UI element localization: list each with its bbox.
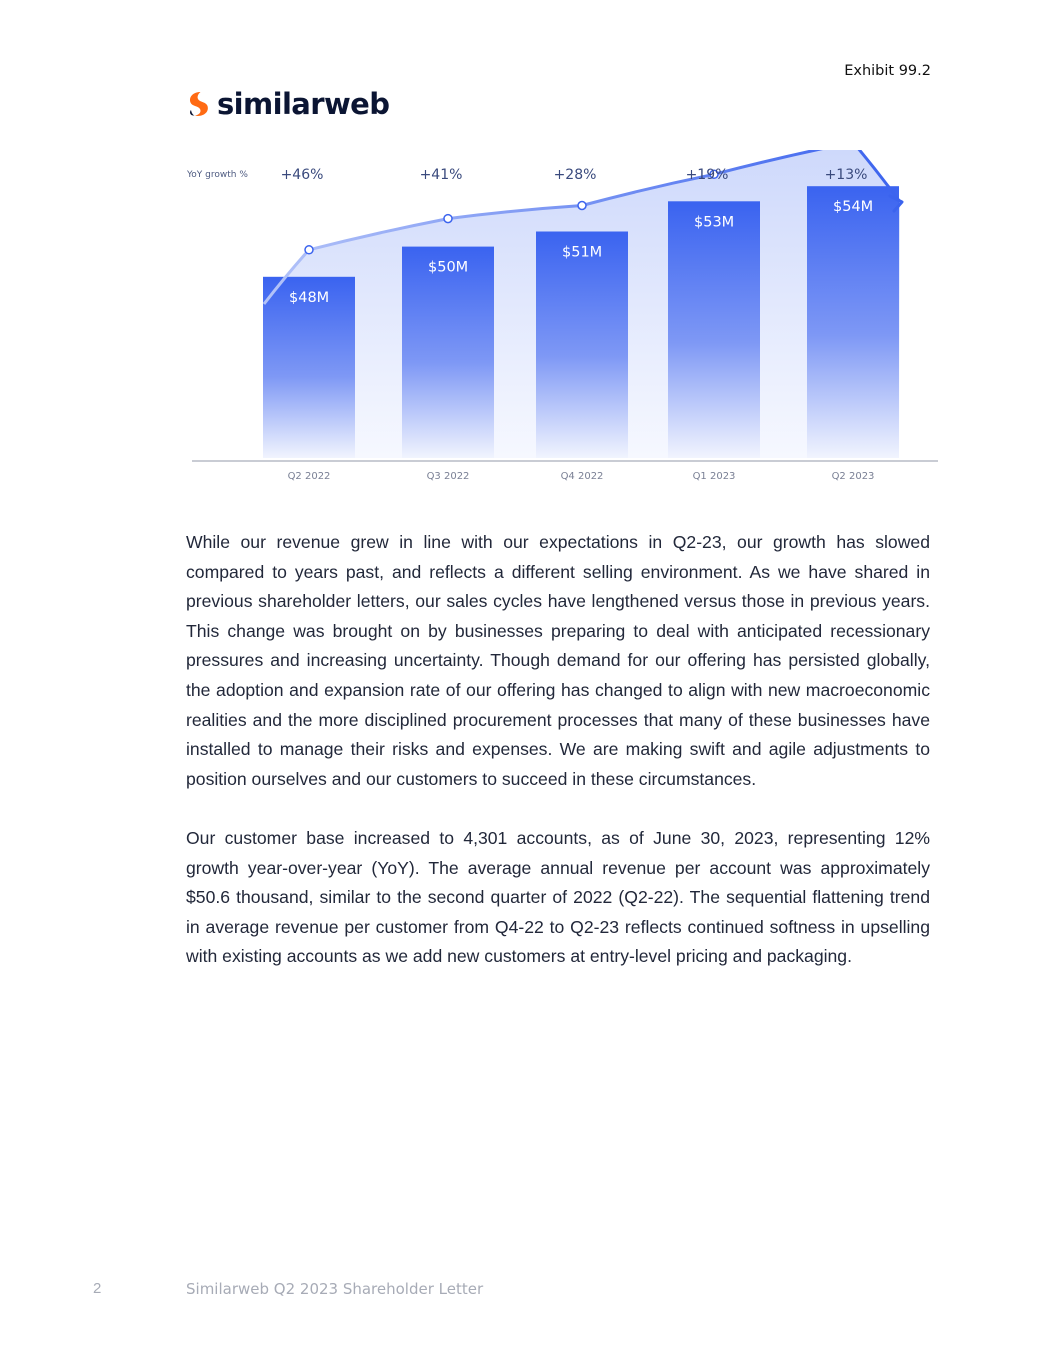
category-label: Q4 2022 bbox=[560, 471, 604, 482]
similarweb-logo bbox=[186, 86, 389, 122]
bar-value-label: $50M bbox=[428, 259, 469, 276]
bar-value-label: $48M bbox=[289, 289, 330, 306]
bar-q2-2023 bbox=[807, 186, 899, 458]
category-label: Q2 2022 bbox=[287, 471, 331, 482]
bar-value-label: $53M bbox=[694, 214, 735, 231]
growth-label: +13% bbox=[824, 167, 868, 183]
page-number: 2 bbox=[93, 1280, 102, 1297]
bar-value-label: $54M bbox=[833, 199, 874, 216]
growth-label: +41% bbox=[419, 167, 463, 183]
logo-wordmark: similarweb bbox=[217, 87, 390, 121]
exhibit-label: Exhibit 99.2 bbox=[844, 63, 931, 79]
revenue-chart-svg bbox=[180, 150, 950, 500]
category-label: Q1 2023 bbox=[692, 471, 736, 482]
paragraph-revenue: While our revenue grew in line with our expectations in Q2-23, our growth has slowed compared to years past, and reflects a different selling environment. As we have shared in previous shareholder letters, our sales cycles have lengthened versus those in previous years. This change was brought on by businesses preparing to deal with anticipated recessionary pressures and increasing uncertainty. Though demand for our offering has persisted globally, the adoption and expansion rate of our offering has changed to align with new macroeconomic realities and the more disciplined procurement processes that many of these businesses have installed to manage their risks and expenses. We are making swift and agile adjustments to position ourselves and our customers to succeed in these circumstances. bbox=[186, 532, 930, 789]
bar-q4-2022 bbox=[536, 232, 628, 459]
footer-title: Similarweb Q2 2023 Shareholder Letter bbox=[186, 1280, 484, 1298]
growth-point bbox=[444, 215, 452, 223]
growth-label: +46% bbox=[280, 167, 324, 183]
bar-q1-2023 bbox=[668, 201, 760, 458]
bar-q3-2022 bbox=[402, 247, 494, 458]
growth-label: +28% bbox=[553, 167, 597, 183]
category-label: Q2 2023 bbox=[831, 471, 875, 482]
growth-point bbox=[305, 246, 313, 254]
growth-point bbox=[578, 202, 586, 210]
growth-label: +19% bbox=[685, 167, 729, 183]
body-text bbox=[186, 528, 930, 1002]
revenue-chart bbox=[180, 150, 950, 500]
paragraph-customers: Our customer base increased to 4,301 accounts, as of June 30, 2023, representing 12% growth year-over-year (YoY). The average annual revenue per account was approximately $50.6 thousand, similar to the second quarter of 2022 (Q2-22). The sequential flattening trend in average revenue per customer from Q4-22 to Q2-23 reflects continued softness in upselling with existing accounts as we add new customers at entry-level pricing and packaging. bbox=[186, 827, 930, 967]
similarweb-logo-icon bbox=[186, 90, 212, 118]
bar-value-label: $51M bbox=[562, 244, 603, 261]
y-axis-label: YoY growth % bbox=[187, 170, 248, 180]
category-label: Q3 2022 bbox=[426, 471, 470, 482]
